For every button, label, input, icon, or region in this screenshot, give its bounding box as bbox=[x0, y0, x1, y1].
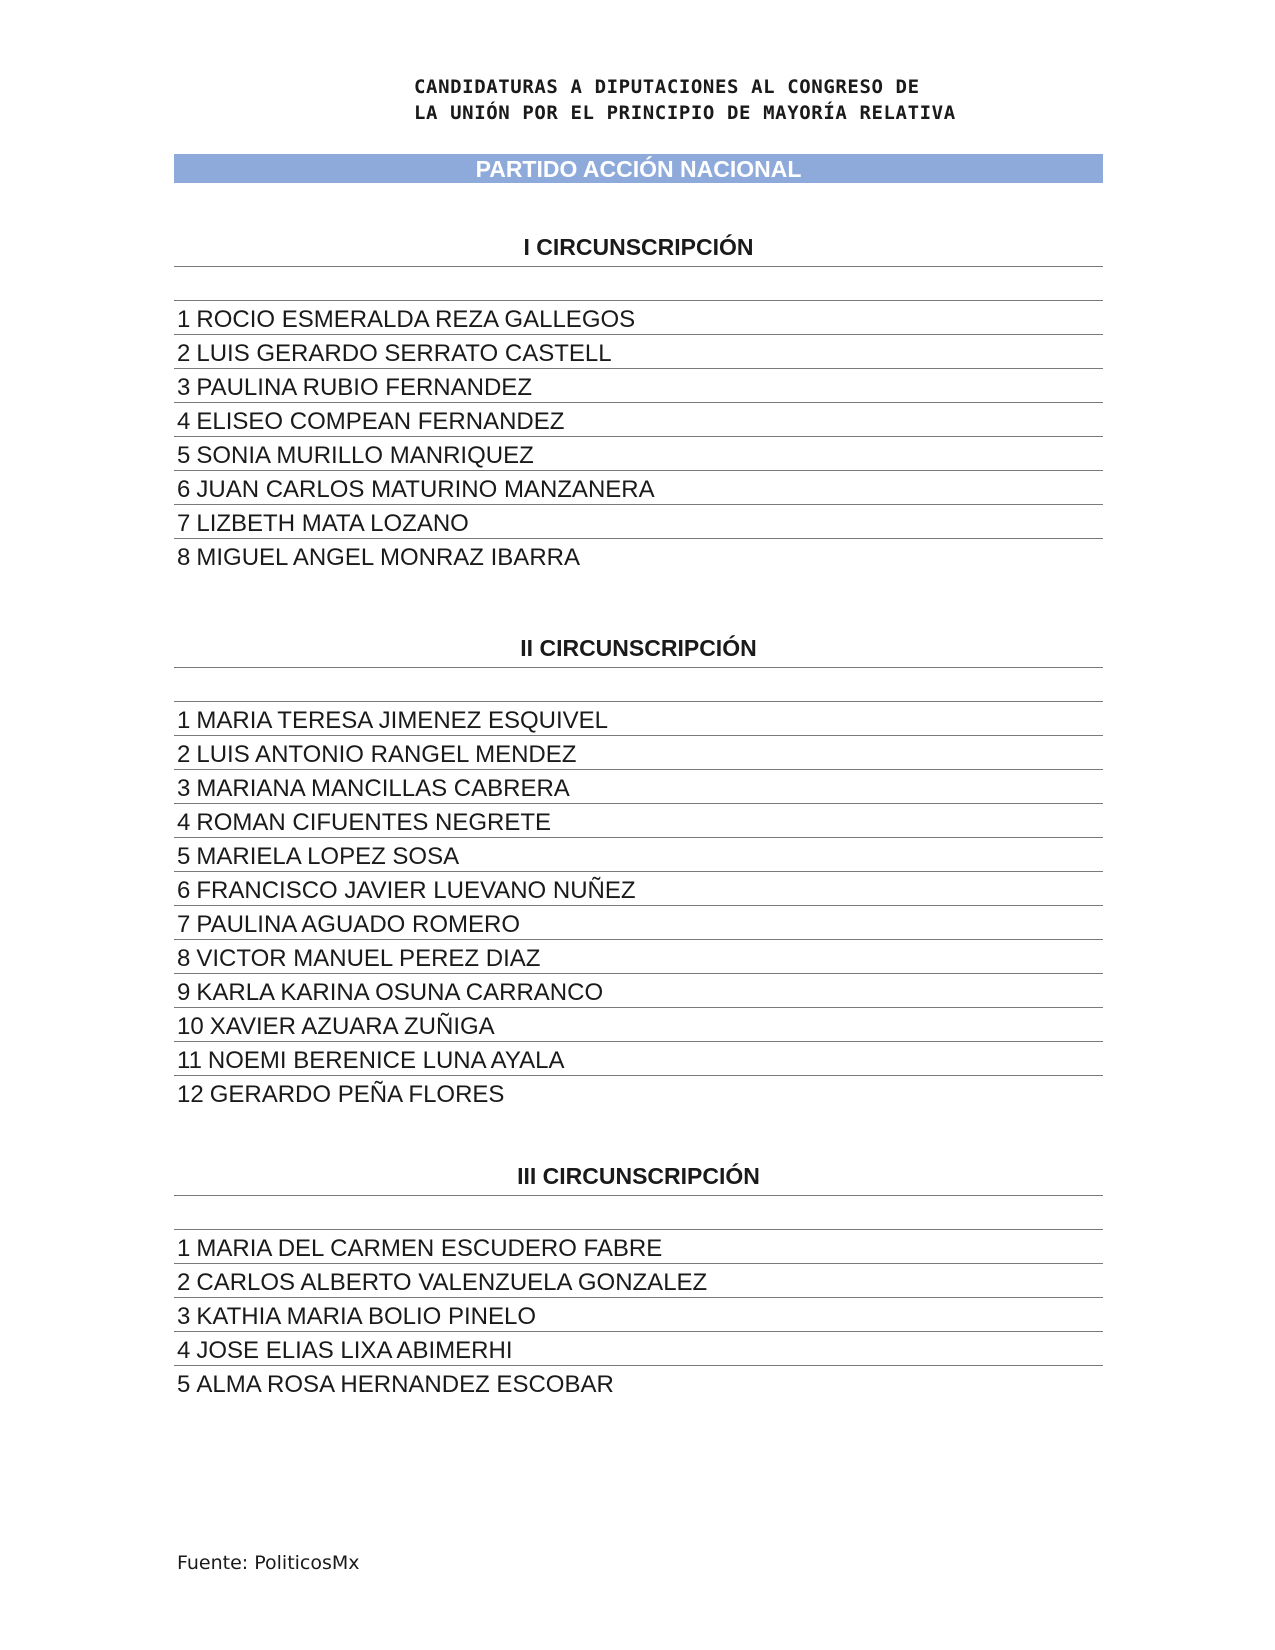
section-title: II CIRCUNSCRIPCIÓN bbox=[174, 628, 1103, 668]
candidate-row bbox=[174, 301, 1103, 335]
candidate-number: 3 bbox=[177, 1303, 191, 1330]
candidate-number: 3 bbox=[177, 775, 191, 802]
section-title: III CIRCUNSCRIPCIÓN bbox=[174, 1156, 1103, 1196]
candidate-number: 5 bbox=[177, 1371, 191, 1398]
candidate-name: CARLOS ALBERTO VALENZUELA GONZALEZ bbox=[196, 1269, 708, 1296]
candidate-row bbox=[174, 1008, 1103, 1042]
candidate-name: MARIA TERESA JIMENEZ ESQUIVEL bbox=[196, 707, 609, 734]
candidate-number: 2 bbox=[177, 340, 191, 367]
candidate-name: ALMA ROSA HERNANDEZ ESCOBAR bbox=[196, 1371, 614, 1398]
candidate-name: KATHIA MARIA BOLIO PINELO bbox=[196, 1303, 537, 1330]
party-banner: PARTIDO ACCIÓN NACIONAL bbox=[174, 154, 1103, 183]
candidate-name: VICTOR MANUEL PEREZ DIAZ bbox=[196, 945, 541, 972]
candidate-name: PAULINA RUBIO FERNANDEZ bbox=[196, 374, 532, 401]
candidate-name: JUAN CARLOS MATURINO MANZANERA bbox=[196, 476, 655, 503]
candidate-row bbox=[174, 1366, 1103, 1400]
candidate-number: 1 bbox=[177, 707, 191, 734]
candidate-row bbox=[174, 872, 1103, 906]
candidate-row bbox=[174, 1230, 1103, 1264]
candidate-row bbox=[174, 838, 1103, 872]
source-footer: Fuente: PoliticosMx bbox=[177, 1552, 360, 1574]
circunscripcion-section-2 bbox=[174, 628, 1103, 1110]
candidate-name: ROCIO ESMERALDA REZA GALLEGOS bbox=[196, 306, 636, 333]
table-spacer-row bbox=[174, 1196, 1103, 1230]
table-spacer-row bbox=[174, 267, 1103, 301]
candidate-number: 9 bbox=[177, 979, 191, 1006]
candidate-name: MARIA DEL CARMEN ESCUDERO FABRE bbox=[196, 1235, 663, 1262]
candidate-number: 6 bbox=[177, 877, 191, 904]
candidate-row bbox=[174, 471, 1103, 505]
candidate-number: 5 bbox=[177, 442, 191, 469]
candidate-row bbox=[174, 702, 1103, 736]
candidate-number: 4 bbox=[177, 408, 191, 435]
candidate-number: 4 bbox=[177, 1337, 191, 1364]
candidate-name: NOEMI BERENICE LUNA AYALA bbox=[207, 1047, 565, 1074]
candidate-row bbox=[174, 335, 1103, 369]
section-title: I CIRCUNSCRIPCIÓN bbox=[174, 227, 1103, 267]
document-title-line-1: CANDIDATURAS A DIPUTACIONES AL CONGRESO DE bbox=[414, 76, 920, 98]
candidate-number: 8 bbox=[177, 945, 191, 972]
candidate-list bbox=[174, 1230, 1103, 1400]
candidate-row bbox=[174, 1264, 1103, 1298]
table-spacer-row bbox=[174, 668, 1103, 702]
candidate-number: 7 bbox=[177, 510, 191, 537]
candidate-row bbox=[174, 1332, 1103, 1366]
candidate-name: GERARDO PEÑA FLORES bbox=[209, 1081, 505, 1108]
candidate-list bbox=[174, 301, 1103, 573]
candidate-number: 6 bbox=[177, 476, 191, 503]
candidate-name: LUIS ANTONIO RANGEL MENDEZ bbox=[196, 741, 577, 768]
candidate-number: 8 bbox=[177, 544, 191, 571]
candidate-number: 12 bbox=[177, 1081, 204, 1108]
candidate-number: 2 bbox=[177, 741, 191, 768]
candidate-name: MARIELA LOPEZ SOSA bbox=[196, 843, 460, 870]
candidate-row bbox=[174, 1076, 1103, 1110]
candidate-number: 7 bbox=[177, 911, 191, 938]
candidate-name: LIZBETH MATA LOZANO bbox=[196, 510, 469, 537]
document-title-line-2: LA UNIÓN POR EL PRINCIPIO DE MAYORÍA RELATIVA bbox=[414, 102, 956, 124]
candidate-list bbox=[174, 702, 1103, 1110]
candidate-row bbox=[174, 403, 1103, 437]
candidate-name: JOSE ELIAS LIXA ABIMERHI bbox=[196, 1337, 513, 1364]
candidate-row bbox=[174, 437, 1103, 471]
candidate-name: LUIS GERARDO SERRATO CASTELL bbox=[196, 340, 612, 367]
candidate-number: 2 bbox=[177, 1269, 191, 1296]
candidate-name: MIGUEL ANGEL MONRAZ IBARRA bbox=[196, 544, 580, 571]
candidate-number: 10 bbox=[177, 1013, 204, 1040]
candidate-number: 4 bbox=[177, 809, 191, 836]
candidate-name: KARLA KARINA OSUNA CARRANCO bbox=[196, 979, 604, 1006]
candidate-row bbox=[174, 906, 1103, 940]
candidate-name: FRANCISCO JAVIER LUEVANO NUÑEZ bbox=[196, 877, 636, 904]
candidate-row bbox=[174, 369, 1103, 403]
candidate-row bbox=[174, 940, 1103, 974]
candidate-row bbox=[174, 539, 1103, 573]
candidate-number: 5 bbox=[177, 843, 191, 870]
candidate-row bbox=[174, 1042, 1103, 1076]
candidate-name: MARIANA MANCILLAS CABRERA bbox=[196, 775, 570, 802]
circunscripcion-section-1 bbox=[174, 227, 1103, 573]
candidate-number: 3 bbox=[177, 374, 191, 401]
candidate-number: 1 bbox=[177, 1235, 191, 1262]
candidate-row bbox=[174, 974, 1103, 1008]
document-title bbox=[414, 74, 956, 126]
candidate-number: 1 bbox=[177, 306, 191, 333]
candidate-row bbox=[174, 505, 1103, 539]
candidate-row bbox=[174, 770, 1103, 804]
candidate-name: ELISEO COMPEAN FERNANDEZ bbox=[196, 408, 565, 435]
candidate-name: SONIA MURILLO MANRIQUEZ bbox=[196, 442, 534, 469]
circunscripcion-section-3 bbox=[174, 1156, 1103, 1400]
candidate-row bbox=[174, 1298, 1103, 1332]
candidate-name: ROMAN CIFUENTES NEGRETE bbox=[196, 809, 552, 836]
candidate-name: PAULINA AGUADO ROMERO bbox=[196, 911, 520, 938]
candidate-number: 11 bbox=[177, 1047, 202, 1074]
candidate-name: XAVIER AZUARA ZUÑIGA bbox=[209, 1013, 495, 1040]
candidate-row bbox=[174, 736, 1103, 770]
candidate-row bbox=[174, 804, 1103, 838]
